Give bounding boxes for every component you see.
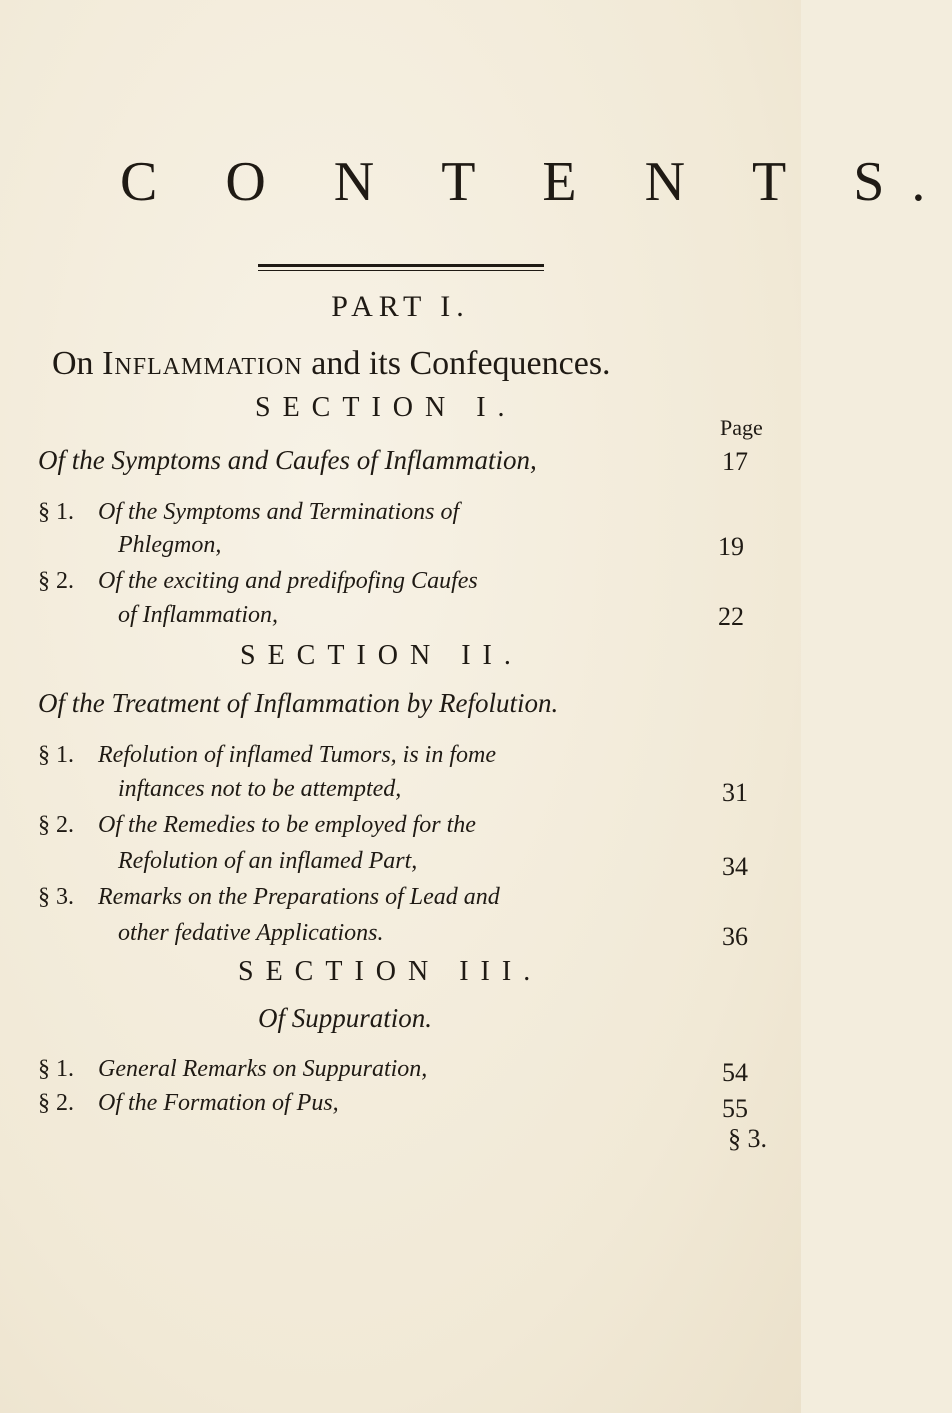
section-2-item-3-line2: other fedative Applications. xyxy=(118,920,384,946)
section-1-item-2-page: 22 xyxy=(718,602,744,631)
section-1-item-1-page: 19 xyxy=(718,532,744,561)
section-3-item-1-page: 54 xyxy=(722,1058,748,1087)
section-3-item-1-line1: General Remarks on Suppuration, xyxy=(98,1056,428,1082)
part-subtitle xyxy=(52,345,611,383)
section-1-title-page: 17 xyxy=(722,447,748,476)
section-2-item-1-page: 31 xyxy=(722,778,748,807)
section-2-item-1-line1: Refolution of inflamed Tumors, is in fome xyxy=(98,742,497,768)
section-1-heading: SECTION I. xyxy=(255,392,517,423)
section-2-item-2-sym: § 2. xyxy=(38,812,74,838)
section-1-item-2-line1: Of the exciting and predifpofing Caufes xyxy=(98,568,478,594)
title-rule-thin xyxy=(258,270,544,271)
section-2-item-1-line2: inftances not to be attempted, xyxy=(118,776,402,802)
section-3-item-1-sym: § 1. xyxy=(38,1056,74,1082)
section-3-item-2-page: 55 xyxy=(722,1094,748,1123)
section-2-item-2-page: 34 xyxy=(722,852,748,881)
section-2-item-3-sym: § 3. xyxy=(38,884,74,910)
section-2-item-2-line1: Of the Remedies to be employed for the xyxy=(98,812,476,838)
part-subtitle-tail: and its Confequences. xyxy=(302,345,611,382)
section-1-item-1-line1: Of the Symptoms and Terminations of xyxy=(98,499,460,525)
section-2-item-1-sym: § 1. xyxy=(38,742,74,768)
section-1-item-2-sym: § 2. xyxy=(38,568,74,594)
section-2-item-3-page: 36 xyxy=(722,922,748,951)
title-rule xyxy=(258,264,544,267)
section-2-heading: SECTION II. xyxy=(240,640,523,671)
part-subtitle-lead: On xyxy=(52,345,103,382)
section-1-item-1-sym: § 1. xyxy=(38,499,74,525)
section-3-item-2-line1: Of the Formation of Pus, xyxy=(98,1090,339,1116)
section-3-item-2-sym: § 2. xyxy=(38,1090,74,1116)
section-1-item-1-line2: Phlegmon, xyxy=(118,532,222,558)
section-1-item-2-line2: of Inflammation, xyxy=(118,602,278,628)
part-subtitle-smallcaps: Inflammation xyxy=(102,345,303,382)
section-1-title: Of the Symptoms and Caufes of Inflammation, xyxy=(38,445,537,475)
page-column-header: Page xyxy=(720,415,763,440)
section-2-item-2-line2: Refolution of an inflamed Part, xyxy=(118,848,418,874)
section-3-title: Of Suppuration. xyxy=(258,1003,433,1033)
section-2-item-3-line1: Remarks on the Preparations of Lead and xyxy=(98,884,500,910)
part-heading: PART I. xyxy=(331,290,470,323)
catchword: § 3. xyxy=(728,1124,767,1153)
page-title: C O N T E N T S. xyxy=(120,151,952,213)
section-2-title: Of the Treatment of Inflammation by Refolution. xyxy=(38,688,559,718)
section-3-heading: SECTION III. xyxy=(238,956,543,987)
